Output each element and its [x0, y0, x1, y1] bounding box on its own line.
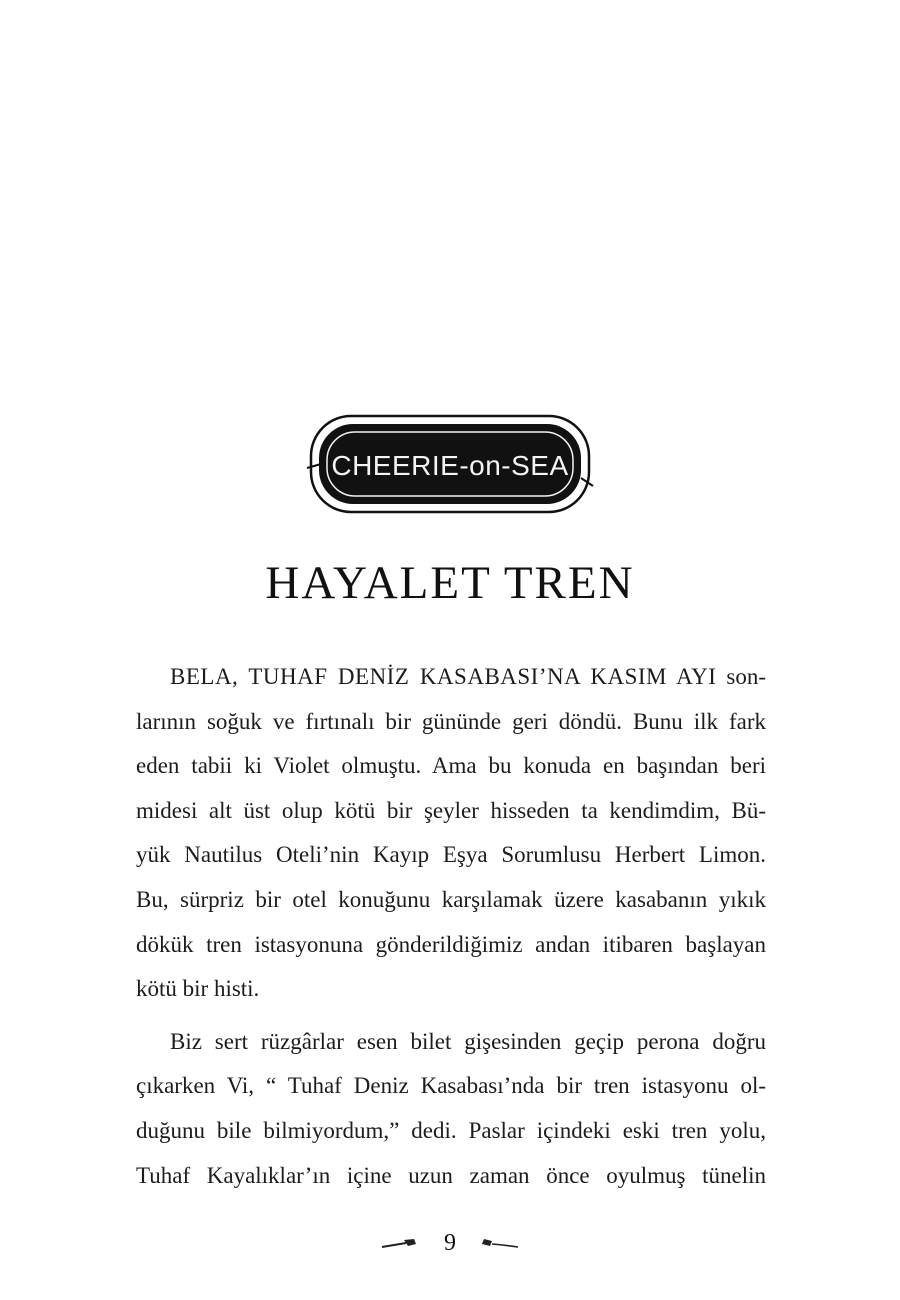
station-sign-logo [305, 412, 595, 516]
paragraph-1-line: dökük tren istasyonuna gönderildiğimiz andan itibaren başlayan [136, 931, 766, 957]
chapter-title: HAYALET TREN [265, 557, 635, 609]
paragraph-1-line: eden tabii ki Violet olmuştu. Ama bu konuda en başından beri [136, 753, 766, 779]
paragraph-1-line: midesi alt üst olup kötü bir şeyler hisseden ta kendimdim, Bü- [136, 797, 766, 823]
paragraph-2-line: Biz sert rüzgârlar esen bilet gişesinden geçip perona doğru [170, 1028, 766, 1054]
paragraph-1-line-1: BELA, TUHAF DENİZ KASABASI’NA KASIM AYI son- [170, 664, 766, 689]
sign-text: CHEERIE-on-SEA [331, 450, 569, 481]
page-footer [370, 1226, 530, 1260]
page-number: 9 [444, 1229, 456, 1256]
paragraph-1-line: larının soğuk ve fırtınalı bir gününde geri döndü. Bunu ilk fark [136, 708, 766, 734]
paragraph-2-line: çıkarken Vi, “ Tuhaf Deniz Kasabası’nda bir tren istasyonu ol- [136, 1073, 766, 1099]
paragraph-1-line: yük Nautilus Oteli’nin Kayıp Eşya Sorumlusu Herbert Limon. [136, 842, 766, 868]
paragraph-1-lead: BELA, TUHAF DENİZ KASABASI’NA KASIM AYI [170, 664, 717, 689]
paragraph-2-line: Tuhaf Kayalıklar’ın içine uzun zaman önce oyulmuş tünelin [136, 1162, 766, 1188]
body-text [136, 655, 766, 1198]
left-ornament-icon [380, 1235, 420, 1251]
paragraph-1-line: Bu, sürpriz bir otel konuğunu karşılamak üzere kasabanın yıkık [136, 886, 766, 912]
paragraph-2-line: duğunu bile bilmiyordum,” dedi. Paslar içindeki eski tren yolu, [136, 1117, 766, 1143]
paragraph-1-line: kötü bir histi. [136, 976, 260, 1002]
right-ornament-icon [480, 1235, 520, 1251]
